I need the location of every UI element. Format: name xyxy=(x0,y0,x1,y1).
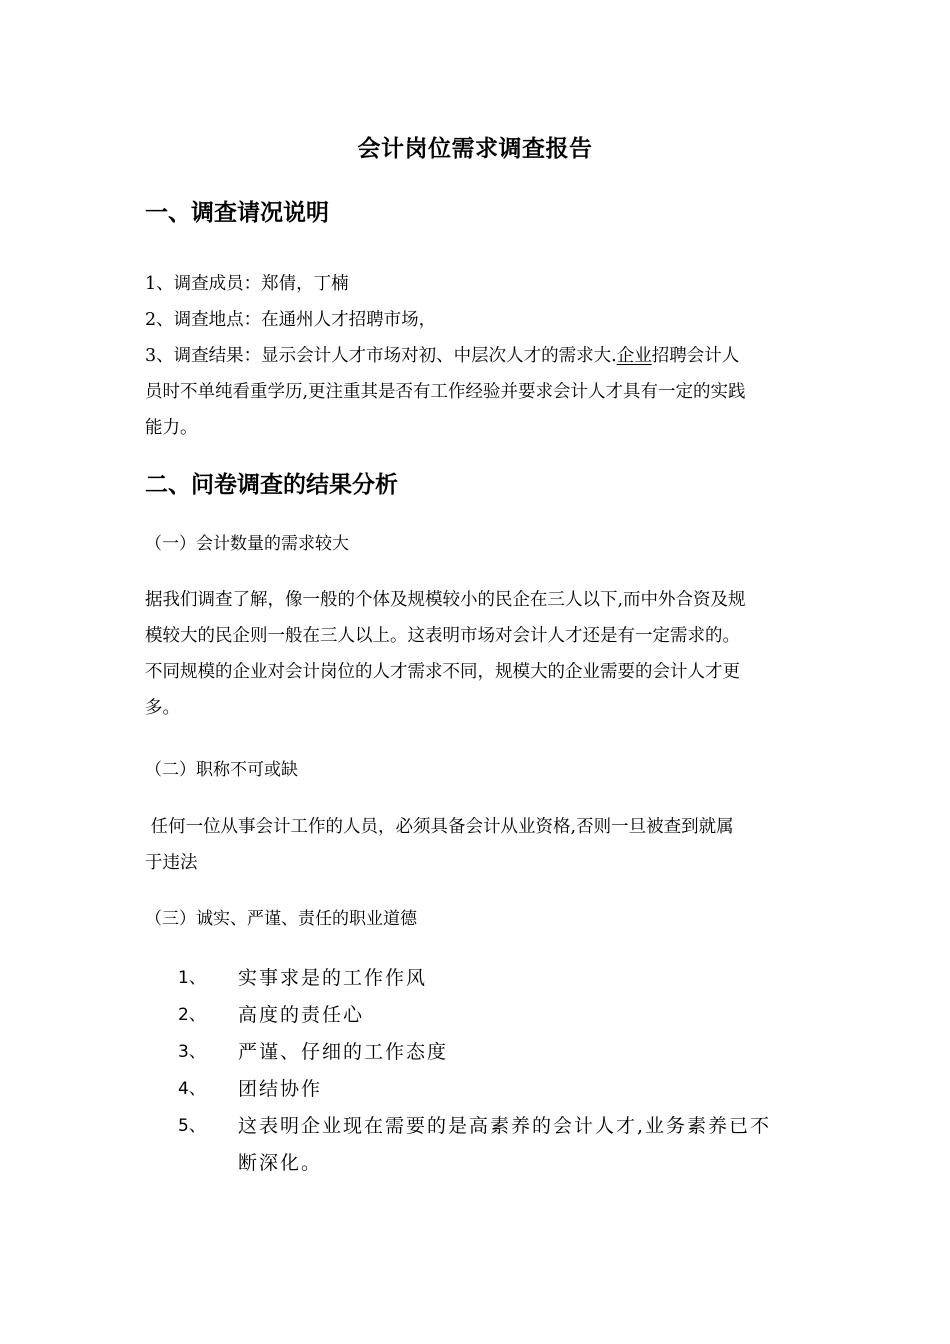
paragraph-line: 多。 xyxy=(145,698,180,718)
list-item-line: 断深化。 xyxy=(238,1152,323,1174)
section-heading-survey-overview: 一、调查请况说明 xyxy=(145,200,329,226)
subheading-quantity-demand: （一）会计数量的需求较大 xyxy=(145,534,349,554)
survey-result-suffix: 招聘会计人 xyxy=(651,346,740,366)
list-item xyxy=(178,997,808,1034)
section-heading-analysis: 二、问卷调查的结果分析 xyxy=(145,472,398,498)
paragraph-line: 据我们调查了解，像一般的个体及规模较小的民企在三人以下,而中外合资及规 xyxy=(145,590,746,610)
list-item-line: 这表明企业现在需要的是高素养的会计人才,业务素养已不 xyxy=(238,1115,772,1137)
list-item xyxy=(178,1071,808,1108)
list-item-text xyxy=(238,1108,808,1182)
paragraph-line: 模较大的民企则一般在三人以上。这表明市场对会计人才还是有一定需求的。 xyxy=(145,626,740,646)
subheading-professional-ethics: （三）诚实、严谨、责任的职业道德 xyxy=(145,909,417,929)
survey-result-line-2: 员时不单纯看重学历,更注重其是否有工作经验并要求会计人才具有一定的实践 xyxy=(145,382,746,402)
survey-overview-block xyxy=(145,266,809,446)
list-item-number: 5、 xyxy=(178,1116,206,1136)
list-item-number: 2、 xyxy=(178,1005,206,1025)
survey-members-line: 1、调查成员：郑倩，丁楠 xyxy=(145,274,349,294)
list-item xyxy=(178,1108,808,1182)
paragraph-line: 不同规模的企业对会计岗位的人才需求不同，规模大的企业需要的会计人才更 xyxy=(145,662,740,682)
survey-result-prefix: 3、调查结果：显示会计人才市场对初、中层次人才的需求大. xyxy=(145,346,617,366)
list-item-line: 高度的责任心 xyxy=(238,1004,365,1026)
list-item xyxy=(178,960,808,997)
list-item-number: 4、 xyxy=(178,1079,206,1099)
list-item-line: 实事求是的工作作风 xyxy=(238,967,428,989)
list-item-text xyxy=(238,1034,808,1071)
paragraph-line: 于违法 xyxy=(145,853,198,873)
list-item-number: 3、 xyxy=(178,1042,206,1062)
survey-location-line: 2、调查地点：在通州人才招聘市场， xyxy=(145,310,437,330)
list-item-line: 团结协作 xyxy=(238,1078,323,1100)
title-required-paragraph xyxy=(145,809,809,881)
list-item-text xyxy=(238,997,808,1034)
ethics-list xyxy=(178,960,808,1182)
survey-result-line xyxy=(145,338,809,374)
list-item-line: 严谨、仔细的工作态度 xyxy=(238,1041,449,1063)
enterprise-link[interactable]: 企业 xyxy=(616,346,652,366)
survey-result-line-3: 能力。 xyxy=(145,418,198,438)
quantity-demand-paragraph xyxy=(145,582,809,726)
paragraph-line: 任何一位从事会计工作的人员，必须具备会计从业资格,否则一旦被查到就属 xyxy=(145,817,734,837)
subheading-title-required: （二）职称不可或缺 xyxy=(145,760,298,780)
document-title: 会计岗位需求调查报告 xyxy=(357,136,593,162)
list-item-text xyxy=(238,960,808,997)
list-item-number: 1、 xyxy=(178,968,206,988)
list-item xyxy=(178,1034,808,1071)
list-item-text xyxy=(238,1071,808,1108)
